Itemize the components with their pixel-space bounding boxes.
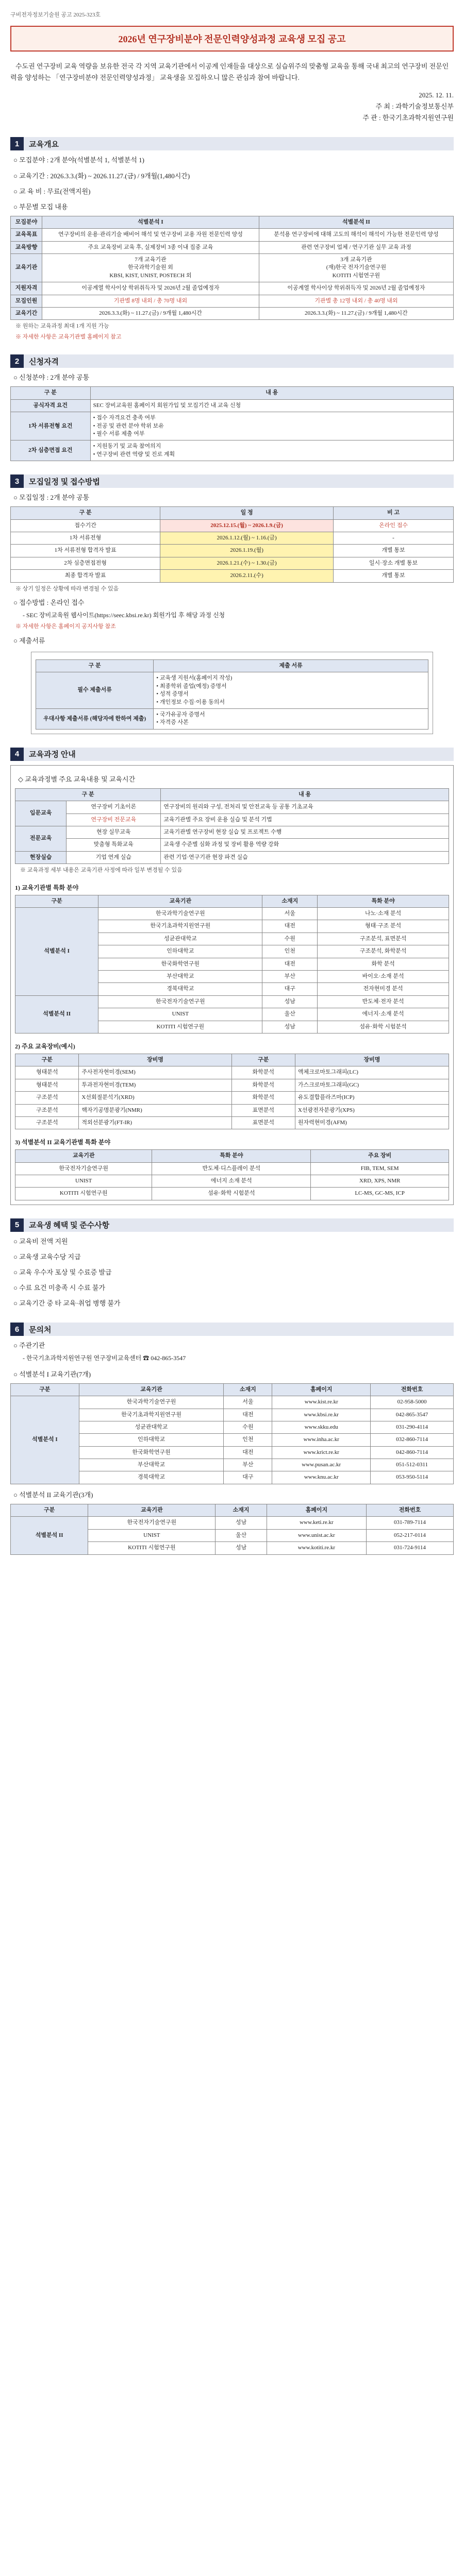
row-label: 교육방향 <box>11 241 42 253</box>
table-header: 구 분 <box>36 660 154 672</box>
table-cell: 2025.12.15.(월) ~ 2026.1.9.(금) <box>160 519 334 532</box>
table-cell: 대전 <box>262 920 318 933</box>
course-box <box>10 765 454 1205</box>
table-row <box>11 295 454 307</box>
row-group: 석별분석 II <box>15 995 98 1033</box>
table-cell: 기업 연계 실습 <box>67 851 161 863</box>
doc-number: 구비전자정보기술원 공고 2025-323호 <box>10 12 101 18</box>
section-title: 신청자격 <box>24 354 454 368</box>
contact-block-2 <box>10 1489 454 1555</box>
table-cell: 인천 <box>262 945 318 958</box>
table-cell: 화학분석 <box>231 1079 295 1091</box>
table-cell: 2차 심층면접전형 <box>11 557 160 569</box>
table-cell: 부산대학교 <box>79 1459 224 1471</box>
table-cell: 성남 <box>262 995 318 1008</box>
table-cell: 투과전자현미경(TEM) <box>79 1079 231 1091</box>
table-row <box>15 851 449 863</box>
table-header: 석별분석 I <box>42 216 259 228</box>
table-cell: 화학분석 <box>231 1066 295 1079</box>
table-header: 구 분 <box>15 788 161 801</box>
table-header: 구분 <box>15 1054 79 1066</box>
row-label: 1차 서류전형 요건 <box>11 412 91 440</box>
section-number: 6 <box>10 1323 24 1336</box>
table-header: 교육기관 <box>88 1504 216 1516</box>
table-cell: 교육생 수준별 심화 과정 및 장비 활용 역량 강화 <box>161 839 449 851</box>
table-cell: 연구장비의 운용·관리기술 배비어 해석 및 연구장비 교용 자원 전문인력 양성 <box>42 229 259 241</box>
intro-text: 수도권 연구장비 교육 역량을 보유한 전국 각 지역 교육기관에서 이공계 인재들을 대상으로 실습위주의 맞춤형 교육을 통해 국내 최고의 연구장비 전문인력을 양성하는 「연구장비분야 전문인력양성과정」 교육생을 모집하오니 많은 관심과 참여 바랍니다. <box>10 62 449 82</box>
table-cell: • 접수 자격요건 충족 여부 • 전공 및 관련 분야 학위 보유 • 필수 서류 제출 여부 <box>90 412 453 440</box>
table-cell: 한국전자기술연구원 <box>15 1162 152 1175</box>
table-cell: 현장 실무교육 <box>67 826 161 839</box>
table-row <box>11 1517 454 1529</box>
table-row <box>15 1175 449 1188</box>
note: ※ 상기 일정은 상황에 따라 변경될 수 있음 <box>15 585 119 592</box>
s6-host: ○ 주관기관 <box>13 1342 45 1350</box>
table-row <box>11 519 454 532</box>
s6-group: ○ 석별분석 II 교육기관(3개) <box>13 1490 93 1499</box>
table-cell: 한국과학기술연구원 <box>79 1396 224 1409</box>
table-cell: 032-860-7114 <box>371 1434 454 1446</box>
table-cell: 맞춤형 특화교육 <box>67 839 161 851</box>
table-cell: 분석용 연구장비에 대해 고도의 해석이 해석이 가능한 전문인력 양성 <box>259 229 453 241</box>
note: ※ 자세한 사항은 홈페이지 공지사항 참조 <box>15 623 116 630</box>
section-6-header <box>10 1323 454 1336</box>
table-cell: 나노·소재 분석 <box>318 908 449 920</box>
section-title: 교육생 혜택 및 준수사항 <box>24 1218 454 1232</box>
contact-table-2 <box>10 1504 454 1555</box>
table-cell: 경북대학교 <box>98 983 262 995</box>
table-cell: 연구장비 기초이론 <box>67 801 161 814</box>
table-row <box>15 1162 449 1175</box>
s4-subtitle: ◇ 교육과정별 주요 교육내용 및 교육시간 <box>18 775 136 783</box>
section-number: 1 <box>10 137 24 150</box>
table-header: 장비명 <box>295 1054 449 1066</box>
table-header: 전화번호 <box>366 1504 453 1516</box>
table-row <box>15 1066 449 1079</box>
row-label: 교육기간 <box>11 307 42 319</box>
table-cell: 에너지 소재 분석 <box>152 1175 311 1188</box>
table-row <box>11 412 454 440</box>
homepage-link[interactable]: www.pusan.ac.kr <box>272 1459 371 1471</box>
table-cell: UNIST <box>15 1175 152 1188</box>
notice-page <box>10 0 454 1565</box>
table-cell: 개별 통보 <box>334 570 454 582</box>
table-cell: 부산 <box>224 1459 272 1471</box>
table-cell: 031-290-4114 <box>371 1421 454 1433</box>
table-row <box>11 557 454 569</box>
table-cell: 기관별 총 12명 내외 / 총 40명 내외 <box>259 295 453 307</box>
table-cell: 2026.3.3.(화) ~ 11.27.(금) / 9개월 1,480시간 <box>259 307 453 319</box>
table-cell: 인천 <box>224 1434 272 1446</box>
table-cell: SEC 장비교육원 홈페이지 회원가입 및 모집기간 내 교육 신청 <box>90 399 453 412</box>
table-cell: 한국기초과학지원연구원 <box>79 1409 224 1421</box>
table-cell: 2026.2.11.(수) <box>160 570 334 582</box>
table-cell: 유도결합플라즈마(ICP) <box>295 1092 449 1104</box>
table-header: 전화번호 <box>371 1383 454 1396</box>
table-cell: 반도체·전자 분석 <box>318 995 449 1008</box>
table-cell: 1차 서류전형 <box>11 532 160 545</box>
table-cell: 한국화학연구원 <box>79 1446 224 1459</box>
table-row <box>15 1188 449 1200</box>
table-cell: 3개 교육기관 (재)한국 전자기술연구원 KOTITI 시험연구원 <box>259 254 453 282</box>
table-cell: 대구 <box>224 1471 272 1484</box>
course-table <box>15 788 449 864</box>
contact-block-1 <box>10 1369 454 1484</box>
manager-org: 주 관 : 한국기초과학지원연구원 <box>362 114 454 122</box>
table-cell: 화학분석 <box>231 1092 295 1104</box>
table-cell: 바이오·소재 분석 <box>318 971 449 983</box>
table-row <box>11 229 454 241</box>
table-header: 내 용 <box>161 788 449 801</box>
table-cell: 화학 분석 <box>318 958 449 970</box>
table-cell: UNIST <box>98 1008 262 1021</box>
table-row <box>15 814 449 826</box>
row-label: 2차 심층면접 요건 <box>11 440 91 461</box>
table-cell: 031-724-9114 <box>366 1542 453 1554</box>
s3-field: ○ 모집일정 : 2개 분야 공통 <box>13 494 90 502</box>
table-row <box>11 241 454 253</box>
table-header: 석별분석 II <box>259 216 453 228</box>
table-cell: 이공계열 학사이상 학위취득자 및 2026년 2월 졸업예정자 <box>259 282 453 295</box>
table-cell: 경북대학교 <box>79 1471 224 1484</box>
table-header: 소재지 <box>216 1504 267 1516</box>
docs-table <box>36 659 428 730</box>
table-header: 소재지 <box>224 1383 272 1396</box>
table-cell: 한국기초과학지원연구원 <box>98 920 262 933</box>
s6-group: ○ 석별분석 I 교육기관(7개) <box>13 1370 91 1378</box>
table-cell: UNIST <box>88 1529 216 1541</box>
table-cell: 관련 기업·연구기관 현장 파견 실습 <box>161 851 449 863</box>
table-cell: - <box>334 532 454 545</box>
row-label: 지원자격 <box>11 282 42 295</box>
table-cell: 구조분석 <box>15 1116 79 1129</box>
table-header: 홈페이지 <box>267 1504 366 1516</box>
table-cell: • 국가유공자 증명서 • 자격증 사본 <box>154 708 428 729</box>
table-header: 교육기관 <box>98 895 262 907</box>
s5-item: ○ 교육기간 중 타 교육·취업 병행 불가 <box>13 1299 121 1308</box>
table-header: 구 분 <box>11 507 160 519</box>
s1-fee: ○ 교 육 비 : 무료(전액지원) <box>13 187 91 195</box>
equipment-table <box>15 1054 449 1129</box>
row-label: 공식자격 요건 <box>11 399 91 412</box>
table-cell: 1차 서류전형 합격자 발표 <box>11 545 160 557</box>
table-cell: 053-950-5114 <box>371 1471 454 1484</box>
table-row <box>11 545 454 557</box>
table-cell: 수원 <box>262 933 318 945</box>
table-header: 모집분야 <box>11 216 42 228</box>
table-cell: 042-860-7114 <box>371 1446 454 1459</box>
table-cell: 섬유·화학 시험분석 <box>318 1021 449 1033</box>
table-cell: 성균관대학교 <box>98 933 262 945</box>
s1-detail: ○ 부문별 모집 내용 <box>13 202 68 211</box>
contact-table <box>10 1383 454 1484</box>
section-5-header <box>10 1218 454 1232</box>
row-group: 전문교육 <box>15 826 67 852</box>
s6-host-contact: - 한국기초과학지원연구원 연구장비교육센터 ☎ 042-865-3547 <box>23 1354 186 1362</box>
table-cell: 주사전자현미경(SEM) <box>79 1066 231 1079</box>
table-header: 구분 <box>231 1054 295 1066</box>
s5-item: ○ 수료 요건 미충족 시 수료 불가 <box>13 1284 106 1292</box>
table-cell: 서울 <box>224 1396 272 1409</box>
table-header: 교육기관 <box>79 1383 224 1396</box>
s3-docs: ○ 제출서류 <box>13 636 45 645</box>
section-number: 2 <box>10 354 24 368</box>
table-cell: 대구 <box>262 983 318 995</box>
notice-date: 2025. 12. 11. <box>419 91 454 99</box>
specialty-table <box>15 1149 449 1200</box>
table-cell: 성균관대학교 <box>79 1421 224 1433</box>
table-header: 장비명 <box>79 1054 231 1066</box>
table-cell: 서울 <box>262 908 318 920</box>
homepage-link[interactable]: www.kotiti.re.kr <box>267 1542 366 1554</box>
table-row <box>11 570 454 582</box>
eligibility-table <box>10 386 454 461</box>
row-label: 모집인원 <box>11 295 42 307</box>
table-header: 제출 서류 <box>154 660 428 672</box>
table-row <box>15 1079 449 1091</box>
homepage-link[interactable]: www.kbsi.re.kr <box>272 1409 371 1421</box>
table-cell: 울산 <box>262 1008 318 1021</box>
table-header: 홈페이지 <box>272 1383 371 1396</box>
section-title: 문의처 <box>24 1323 454 1336</box>
homepage-link[interactable]: www.skku.edu <box>272 1421 371 1433</box>
section-title: 모집일정 및 접수방법 <box>24 474 454 488</box>
table-row <box>11 1396 454 1409</box>
row-group: 현장실습 <box>15 851 67 863</box>
table-cell: 2026.1.19.(월) <box>160 545 334 557</box>
table-cell: 2026.3.3.(화) ~ 11.27.(금) / 9개월 1,480시간 <box>42 307 259 319</box>
table-cell: 가스크로마토그래피(GC) <box>295 1079 449 1091</box>
table-row <box>11 282 454 295</box>
host-org: 주 최 : 과학기술정보통신부 <box>375 103 454 111</box>
table-cell: 표면분석 <box>231 1116 295 1129</box>
homepage-link[interactable]: www.knu.ac.kr <box>272 1471 371 1484</box>
table-cell: 대전 <box>224 1409 272 1421</box>
s1-field: ○ 모집분야 : 2개 분야(석별분석 1, 석별분석 1) <box>13 156 144 164</box>
table-row <box>36 672 428 709</box>
note: ※ 교육과정 세부 내용은 교육기관 사정에 따라 일부 변경될 수 있음 <box>20 867 183 874</box>
table-row <box>15 1116 449 1129</box>
note: ※ 원하는 교육과정 최대 1개 지원 가능 <box>15 323 109 330</box>
table-cell: 한국전자기술연구원 <box>88 1517 216 1529</box>
table-cell: 온라인 접수 <box>334 519 454 532</box>
note: ※ 자세한 사항은 교육기관별 홈페이지 참고 <box>15 333 122 340</box>
overview-table <box>10 216 454 320</box>
table-cell: 접수기간 <box>11 519 160 532</box>
table-cell: XRD, XPS, NMR <box>311 1175 449 1188</box>
row-label: 필수 제출서류 <box>36 672 154 709</box>
table-cell: 교육기관별 주요 장비 운용 실습 및 분석 기법 <box>161 814 449 826</box>
table-row <box>11 440 454 461</box>
section-4-header <box>10 748 454 761</box>
table-header: 특화 분야 <box>318 895 449 907</box>
table-cell: 교육기관별 연구장비 현장 실습 및 프로젝트 수행 <box>161 826 449 839</box>
table-cell: 일시·장소 개별 통보 <box>334 557 454 569</box>
table-cell: 핵자기공명분광기(NMR) <box>79 1104 231 1116</box>
table-row <box>15 1104 449 1116</box>
table-cell: 부산 <box>262 971 318 983</box>
table-row <box>15 995 449 1008</box>
table-cell: 한국전자기술연구원 <box>98 995 262 1008</box>
title-bar <box>10 26 454 52</box>
section-2-header <box>10 354 454 368</box>
table-cell: 이공계열 학사이상 학위취득자 및 2026년 2월 졸업예정자 <box>42 282 259 295</box>
section-1-header <box>10 137 454 150</box>
s3-method: ○ 접수방법 : 온라인 접수 <box>13 599 85 607</box>
table-cell: 수원 <box>224 1421 272 1433</box>
homepage-link[interactable]: www.keti.re.kr <box>267 1517 366 1529</box>
table-header: 일 정 <box>160 507 334 519</box>
schedule-table <box>10 506 454 582</box>
table-header: 주요 장비 <box>311 1150 449 1162</box>
table-cell: 대전 <box>262 958 318 970</box>
homepage-link[interactable]: www.inha.ac.kr <box>272 1434 371 1446</box>
table-header: 내 용 <box>90 387 453 399</box>
homepage-link[interactable]: www.kist.re.kr <box>272 1396 371 1409</box>
table-caption: 3) 석별분석 II 교육기관별 특화 분야 <box>15 1139 111 1146</box>
table-cell: FIB, TEM, SEM <box>311 1162 449 1175</box>
table-cell: 구조분석 <box>15 1104 79 1116</box>
table-cell: 최종 합격자 발표 <box>11 570 160 582</box>
s2-field: ○ 신청분야 : 2개 분야 공통 <box>13 374 90 382</box>
s3-method-detail: - SEC 장비교육원 웹사이트(https://seec.kbsi.re.kr) 회원가입 후 해당 과정 신청 <box>23 612 225 619</box>
homepage-link[interactable]: www.unist.ac.kr <box>267 1529 366 1541</box>
table-row <box>11 532 454 545</box>
section-3-header <box>10 474 454 488</box>
page-title: 2026년 연구장비분야 전문인력양성과정 교육생 모집 공고 <box>118 34 346 44</box>
table-cell: 한국과학기술연구원 <box>98 908 262 920</box>
table-row <box>15 908 449 920</box>
table-cell: 051-512-0311 <box>371 1459 454 1471</box>
table-cell: 관련 연구장비 업체 / 연구기관 실무 교육 과정 <box>259 241 453 253</box>
table-cell: 부산대학교 <box>98 971 262 983</box>
table-cell: 성남 <box>262 1021 318 1033</box>
table-caption: 2) 주요 교육장비(예시) <box>15 1042 75 1050</box>
table-cell: 기관별 8명 내외 / 총 70명 내외 <box>42 295 259 307</box>
table-row <box>15 839 449 851</box>
table-row <box>15 826 449 839</box>
table-header: 교육기관 <box>15 1150 152 1162</box>
table-cell: X선광전자분광기(XPS) <box>295 1104 449 1116</box>
docs-box <box>31 652 433 734</box>
table-cell: 성남 <box>216 1542 267 1554</box>
s5-item: ○ 교육 우수자 포상 및 수료증 발급 <box>13 1268 112 1277</box>
institution-table <box>15 895 449 1033</box>
table-row <box>11 254 454 282</box>
table-cell: 형태분석 <box>15 1079 79 1091</box>
table-header: 특화 분야 <box>152 1150 311 1162</box>
row-label: 우대사항 제출서류 (해당자에 한하여 제출) <box>36 708 154 729</box>
section-number: 4 <box>10 748 24 761</box>
table-row <box>36 708 428 729</box>
table-row <box>11 307 454 319</box>
row-label: 교육기관 <box>11 254 42 282</box>
table-cell: 042-865-3547 <box>371 1409 454 1421</box>
table-cell: 반도체·디스플레이 분석 <box>152 1162 311 1175</box>
table-cell: 구조분석, 화학분석 <box>318 945 449 958</box>
table-cell: 031-789-7114 <box>366 1517 453 1529</box>
table-header: 구분 <box>11 1504 88 1516</box>
section-number: 5 <box>10 1218 24 1232</box>
row-group: 입문교육 <box>15 801 67 826</box>
table-cell: 대전 <box>224 1446 272 1459</box>
table-cell: 원자력현미경(AFM) <box>295 1116 449 1129</box>
table-cell: 구조분석, 표면분석 <box>318 933 449 945</box>
table-header: 소재지 <box>262 895 318 907</box>
row-group: 석별분석 I <box>11 1396 79 1484</box>
table-header: 비 고 <box>334 507 454 519</box>
table-cell: 주요 교육장비 교육 후, 실제장비 3종 이내 집중 교육 <box>42 241 259 253</box>
table-row <box>11 399 454 412</box>
table-cell: 인하대학교 <box>98 945 262 958</box>
table-header: 구분 <box>11 1383 79 1396</box>
table-cell: 표면분석 <box>231 1104 295 1116</box>
table-cell: 2026.1.12.(월) ~ 1.16.(금) <box>160 532 334 545</box>
homepage-link[interactable]: www.krict.re.kr <box>272 1446 371 1459</box>
row-label: 교육목표 <box>11 229 42 241</box>
table-cell: 개별 통보 <box>334 545 454 557</box>
table-header: 구 분 <box>11 387 91 399</box>
table-cell: 섬유·화학 시험분석 <box>152 1188 311 1200</box>
table-cell: 7개 교육기관 한국과학기술원 외 KBSI, KIST, UNIST, POSTECH 외 <box>42 254 259 282</box>
table-cell: KOTITI 시험연구원 <box>98 1021 262 1033</box>
s5-item: ○ 교육생 교육수당 지급 <box>13 1252 81 1261</box>
table-row <box>15 1092 449 1104</box>
table-cell: 2026.1.21.(수) ~ 1.30.(금) <box>160 557 334 569</box>
section-title: 교육과정 안내 <box>24 748 454 761</box>
table-cell: 구조분석 <box>15 1092 79 1104</box>
table-caption: 1) 교육기관별 특화 분야 <box>15 884 79 891</box>
table-cell: 인하대학교 <box>79 1434 224 1446</box>
table-cell: 연구장비의 원리와 구성, 전처리 및 안전교육 등 공통 기초교육 <box>161 801 449 814</box>
table-cell: 052-217-0114 <box>366 1529 453 1541</box>
table-cell: KOTITI 시험연구원 <box>15 1188 152 1200</box>
table-cell: LC-MS, GC-MS, ICP <box>311 1188 449 1200</box>
table-cell: 에너지·소재 분석 <box>318 1008 449 1021</box>
row-group: 석별분석 II <box>11 1517 88 1554</box>
meta-block <box>10 90 454 124</box>
table-header: 구분 <box>15 895 98 907</box>
row-group: 석별분석 I <box>15 908 98 996</box>
section-number: 3 <box>10 474 24 488</box>
table-cell: X선회절분석기(XRD) <box>79 1092 231 1104</box>
table-cell: 02-958-5000 <box>371 1396 454 1409</box>
table-cell: 성남 <box>216 1517 267 1529</box>
table-cell: 적외선분광기(FT-IR) <box>79 1116 231 1129</box>
table-cell: 액체크로마토그래피(LC) <box>295 1066 449 1079</box>
table-cell: 울산 <box>216 1529 267 1541</box>
table-cell: • 지원동기 및 교육 참여의지 • 연구장비 관련 역량 및 진로 계획 <box>90 440 453 461</box>
s5-item: ○ 교육비 전액 지원 <box>13 1237 68 1245</box>
s1-period: ○ 교육기간 : 2026.3.3.(화) ~ 2026.11.27.(금) / 9개월(1,480시간) <box>13 172 190 180</box>
table-row <box>15 801 449 814</box>
table-cell: 연구장비 전문교육 <box>67 814 161 826</box>
table-cell: 한국화학연구원 <box>98 958 262 970</box>
table-cell: 전자현미경 분석 <box>318 983 449 995</box>
table-cell: 형태분석 <box>15 1066 79 1079</box>
table-cell: KOTITI 시험연구원 <box>88 1542 216 1554</box>
table-cell: • 교육생 지원서(홈페이지 작성) • 최종학위 졸업(예정) 증명서 • 성적 증명서 • 개인정보 수집·이용 동의서 <box>154 672 428 709</box>
table-cell: 형태·구조 분석 <box>318 920 449 933</box>
section-title: 교육개요 <box>24 137 454 150</box>
